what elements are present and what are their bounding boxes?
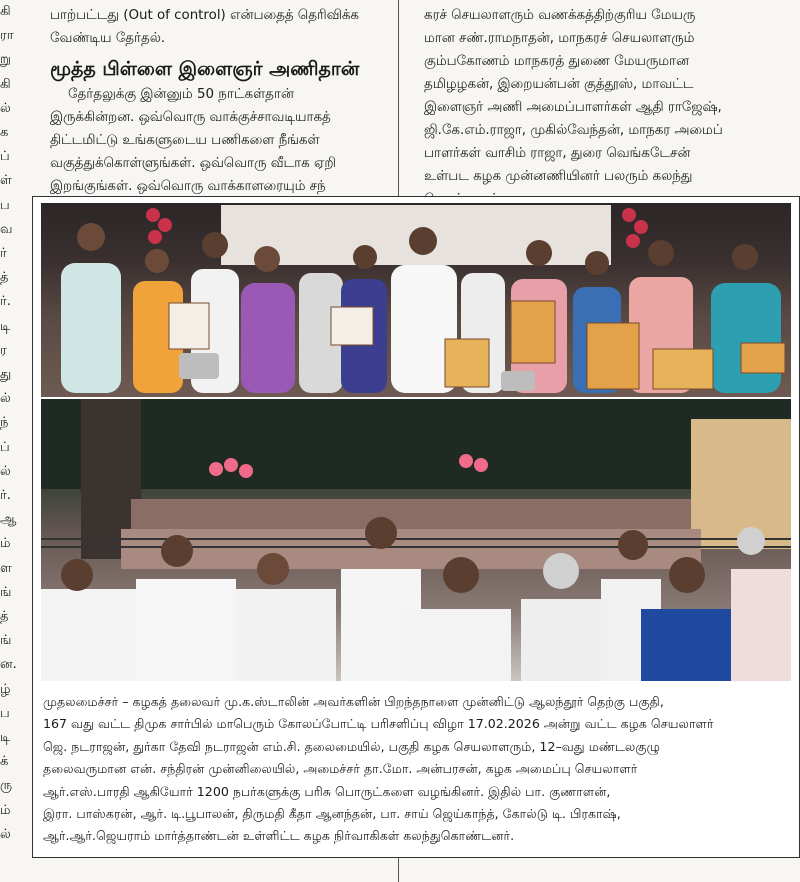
article-line: பாற்பட்டது (Out of control) என்பதைத் தெரிவிக்க (50, 8, 359, 23)
prize-distribution-stage-photo (41, 203, 791, 397)
article-line: வகுத்துக்கொள்ளுங்கள். ஒவ்வொரு வீடாக ஏறி (50, 156, 336, 171)
article-line: கரச் செயலாளரும் வணக்கத்திற்குரிய மேயரு (424, 8, 696, 23)
previous-column-fragments (0, 0, 30, 882)
caption-line: தலைவருமான என். சந்திரன் முன்னிலையில், அமைச்சர் தா.மோ. அன்பரசன், கழக அமைப்பு செயலாளர் (43, 761, 638, 777)
edge-fragment: ங் (0, 633, 12, 649)
caption-line: ஆர்.எஸ்.பாரதி ஆகியோர் 1200 நபர்களுக்கு பரிசு பொருட்களை வழங்கினர். இதில் பா. குணாளன், (43, 783, 611, 799)
edge-fragment: கி (0, 4, 11, 19)
article-line: இளைஞர் அணி அமைப்பாளர்கள் ஆதி ராஜேஷ், (424, 100, 722, 115)
caption-line: ஆர்.ஆர்.ஜெயராம் மார்த்தாண்டன் உள்ளிட்ட கழக நிர்வாகிகள் கலந்துகொண்டனர். (43, 828, 515, 844)
photo-feature-box (32, 196, 800, 858)
edge-fragment: ல் (0, 826, 11, 842)
edge-fragment: ப் (0, 439, 10, 455)
edge-fragment: ர். (0, 294, 11, 310)
article-line: மான சண்.ராமநாதன், மாநகரச் செயலாளரும் (424, 31, 695, 46)
edge-fragment: டி (0, 318, 11, 334)
caption-line: முதலமைச்சர் – கழகத் தலைவர் மு.க.ஸ்டாலின் அவர்களின் பிறந்தநாளை முன்னிட்டு ஆலந்தூர் தெற்கு பகுதி, (43, 694, 664, 709)
edge-fragment: ள (0, 560, 12, 576)
article-line: திட்டமிட்டு உங்களுடைய பணிகளை நீங்கள் (50, 133, 320, 148)
article-line: பாளர்கள் வாசிம் ராஜா, துரை வெங்கடேசன் (424, 146, 691, 161)
article-line: இறங்குங்கள். ஒவ்வொரு வாக்காளரையும் சந் (50, 179, 326, 194)
edge-fragment: ர் (0, 246, 7, 261)
edge-fragment: கி (0, 76, 11, 92)
edge-fragment: ம் (0, 536, 11, 552)
edge-fragment: ப் (0, 149, 10, 165)
edge-fragment: ரா (0, 28, 14, 44)
edge-fragment: து (0, 367, 12, 382)
edge-fragment: க (0, 125, 9, 140)
edge-fragment: று (0, 52, 11, 68)
article-line: கும்பகோணம் மாநகரத் துணை மேயருமான (424, 54, 690, 69)
edge-fragment: ல் (0, 100, 11, 116)
edge-fragment: ரு (0, 778, 13, 794)
article-line: இருக்கின்றன. ஒவ்வொரு வாக்குச்சாவடியாகத் (50, 110, 331, 125)
edge-fragment: ப (0, 197, 10, 213)
edge-fragment: ந் (0, 415, 9, 431)
article-line: தமிழழகன், இறையன்பன் குத்தூஸ், மாவட்ட (424, 77, 694, 92)
edge-fragment: ன. (0, 657, 17, 673)
audience-photo (41, 399, 791, 681)
edge-fragment: ர். (0, 488, 11, 503)
edge-fragment: ழ் (0, 681, 11, 697)
edge-fragment: ள் (0, 173, 12, 189)
edge-fragment: ம் (0, 802, 11, 818)
edge-fragment: ல் (0, 391, 11, 407)
article-line: வேண்டிய தேர்தல். (50, 31, 166, 46)
caption-line: ஜெ. நடராஜன், துர்கா தேவி நடராஜன் எம்.சி. தலைமையில், பகுதி கழக செயலாளரும், 12–வது மண்டலகுழு (43, 738, 660, 754)
edge-fragment: டி (0, 730, 11, 745)
sub-headline: மூத்த பிள்ளை இளைஞர் அணிதான் (50, 58, 360, 80)
edge-fragment: ல் (0, 463, 11, 479)
edge-fragment: ங் (0, 584, 12, 600)
edge-fragment: ர (0, 342, 7, 358)
caption-line: 167 வது வட்ட திமுக சார்பில் மாபெரும் கோலப்போட்டி பரிசளிப்பு விழா 17.02.2026 அன்று வட்ட கழக செயலாளர் (43, 716, 714, 732)
edge-fragment: ஆ (0, 512, 17, 528)
edge-fragment: ப (0, 705, 10, 721)
article-line: தேர்தலுக்கு இன்னும் 50 நாட்கள்தான் (68, 87, 294, 102)
article-line: ஜி.கே.எம்.ராஜா, முகில்வேந்தன், மாநகர அமைப் (424, 123, 723, 138)
edge-fragment: வ (0, 221, 13, 237)
edge-fragment: க் (0, 754, 9, 770)
edge-fragment: த் (0, 609, 9, 624)
photo-caption (43, 691, 791, 848)
edge-fragment: த் (0, 270, 9, 286)
caption-line: இரா. பாஸ்கரன், ஆர். டி.பூபாலன், திருமதி கீதா ஆனந்தன், பா. சாய் ஜெய்காந்த், கோல்டு டி. பிரகாஷ், (43, 806, 621, 822)
article-line: உள்பட கழக முன்னணியினர் பலரும் கலந்து (424, 169, 693, 184)
